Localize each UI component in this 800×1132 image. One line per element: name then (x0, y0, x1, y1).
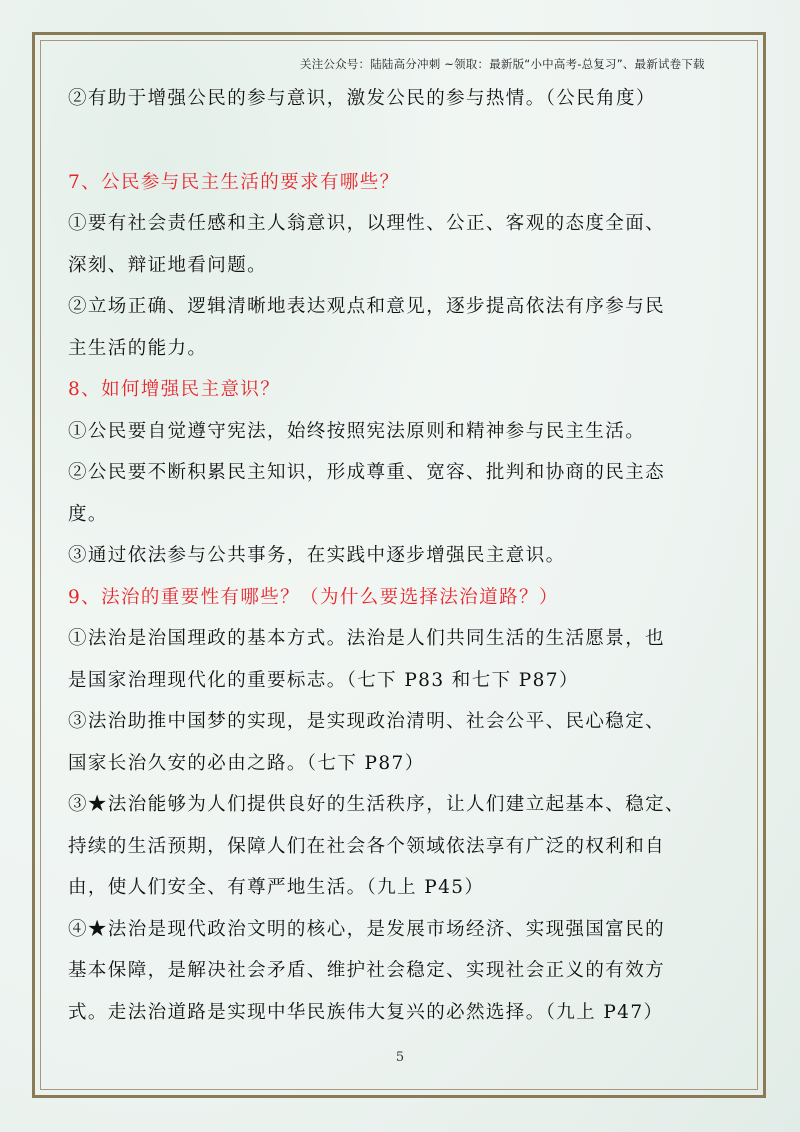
answer-line: ③★法治能够为人们提供良好的生活秩序，让人们建立起基本、稳定、 (68, 794, 685, 815)
answer-line: ②立场正确、逻辑清晰地表达观点和意见，逐步提高依法有序参与民 (68, 296, 666, 317)
page-header: 关注公众号：陆陆高分冲刺 ~领取：最新版“小中高考-总复习”、最新试卷下载 (300, 57, 705, 71)
answer-line: ③通过依法参与公共事务，在实践中逐步增强民主意识。 (68, 545, 566, 566)
answer-line: 国家长治久安的必由之路。（七下 P87） (68, 752, 425, 774)
question-heading: 7、公民参与民主生活的要求有哪些？ (68, 171, 400, 193)
answer-line: 深刻、辩证地看问题。 (68, 254, 268, 276)
answer-line: 持续的生活预期，保障人们在社会各个领域依法享有广泛的权利和自 (68, 835, 666, 857)
answer-line: 由，使人们安全、有尊严地生活。（九上 P45） (68, 877, 485, 898)
question-heading: 9、法治的重要性有哪些？（为什么要选择法治道路？） (68, 586, 559, 608)
page-content (68, 78, 736, 1033)
answer-line: 主生活的能力。 (68, 337, 208, 359)
question-heading: 8、如何增强民主意识？ (68, 379, 281, 400)
answer-line: 基本保障，是解决社会矛盾、维护社会稳定、实现社会正义的有效方 (68, 960, 666, 981)
answer-line: ①法治是治国理政的基本方式。法治是人们共同生活的生活愿景，也 (68, 628, 666, 649)
page-number: 5 (395, 1050, 405, 1065)
answer-line: ③法治助推中国梦的实现，是实现政治清明、社会公平、民心稳定、 (68, 711, 666, 732)
answer-line: ①公民要自觉遵守宪法，始终按照宪法原则和精神参与民主生活。 (68, 420, 646, 442)
answer-line: ①要有社会责任感和主人翁意识，以理性、公正、客观的态度全面、 (68, 213, 666, 234)
answer-line: ②公民要不断积累民主知识，形成尊重、宽容、批判和协商的民主态 (68, 462, 666, 483)
answer-line: 度。 (68, 503, 108, 525)
answer-line: ②有助于增强公民的参与意识，激发公民的参与热情。（公民角度） (68, 88, 656, 109)
answer-line: ④★法治是现代政治文明的核心，是发展市场经济、实现强国富民的 (68, 918, 666, 940)
blank-line (68, 120, 736, 162)
answer-line: 是国家治理现代化的重要标志。（七下 P83 和七下 P87） (68, 669, 579, 691)
answer-line: 式。走法治道路是实现中华民族伟大复兴的必然选择。（九上 P47） (68, 1001, 664, 1023)
